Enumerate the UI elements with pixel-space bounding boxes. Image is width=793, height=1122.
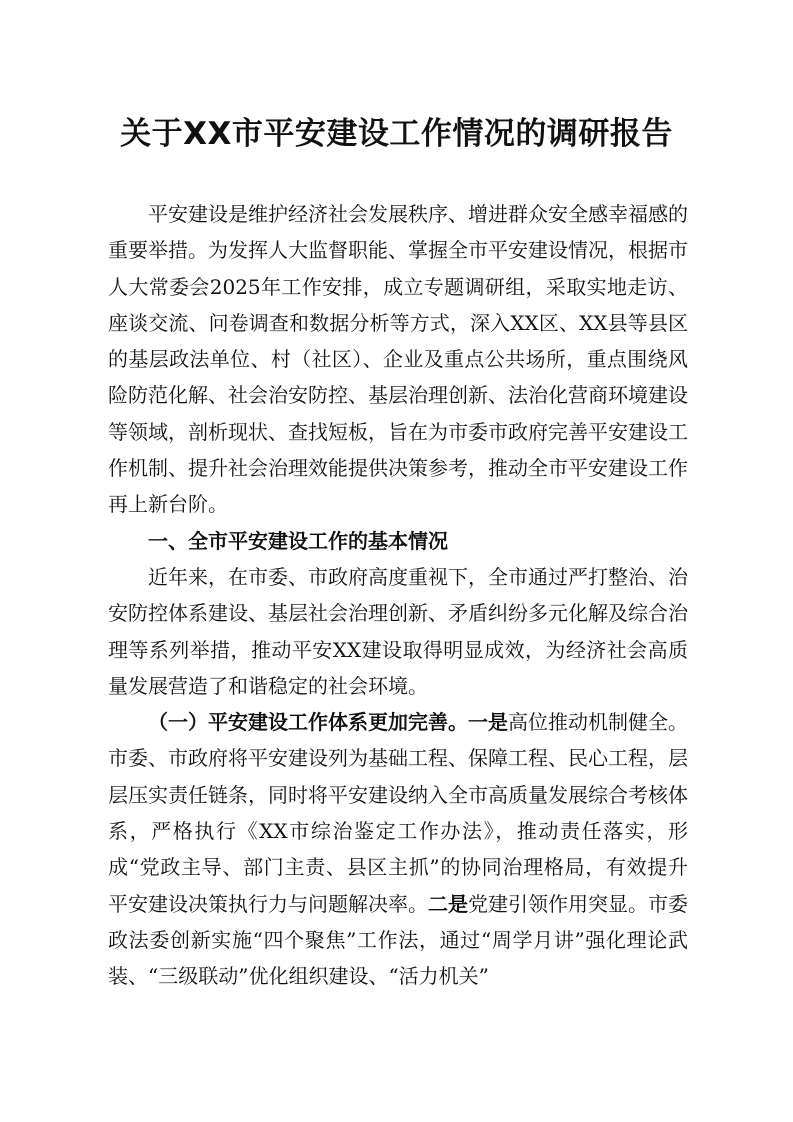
point-text: 党建引领作用突显。市委政法委创新实施“四个聚焦”工作法，通过“周学月讲”强化理论武装、“三级联动”优化组织建设、“活力机关” <box>108 891 688 989</box>
subsection-paragraph <box>108 704 688 994</box>
document-body <box>108 196 688 995</box>
subsection-heading: （一）平安建设工作体系更加完善。 <box>148 710 468 735</box>
point-text: 高位推动机制健全。市委、市政府将平安建设列为基础工程、保障工程、民心工程，层层压实责任链条，同时将平安建设纳入全市高质量发展综合考核体系，严格执行《XX市综治鉴定工作办法》，推动责任落实，形成“党政主导、部门主责、县区主抓”的协同治理格局，有效提升平安建设决策执行力与问题解决率。 <box>108 710 688 916</box>
point-lead: 一是 <box>468 710 508 735</box>
section-paragraph: 近年来，在市委、市政府高度重视下，全市通过严打整治、治安防控体系建设、基层社会治理创新、矛盾纠纷多元化解及综合治理等系列举措，推动平安XX建设取得明显成效，为经济社会高质量发展营造了和谐稳定的社会环境。 <box>108 564 688 698</box>
point-lead: 二是 <box>428 891 468 916</box>
intro-paragraph: 平安建设是维护经济社会发展秩序、增进群众安全感幸福感的重要举措。为发挥人大监督职能、掌握全市平安建设情况，根据市人大常委会2025年工作安排，成立专题调研组，采取实地走访、座谈交流、问卷调查和数据分析等方式，深入XX区、XX县等县区的基层政法单位、村（社区）、企业及重点公共场所，重点围绕风险防范化解、社会治安防控、基层治理创新、法治化营商环境建设等领域，剖析现状、查找短板，旨在为市委市政府完善平安建设工作机制、提升社会治理效能提供决策参考，推动全市平安建设工作再上新台阶。 <box>108 202 688 517</box>
document-title: 关于XX市平安建设工作情况的调研报告 <box>120 116 673 152</box>
section-heading: 一、全市平安建设工作的基本情况 <box>148 528 448 553</box>
